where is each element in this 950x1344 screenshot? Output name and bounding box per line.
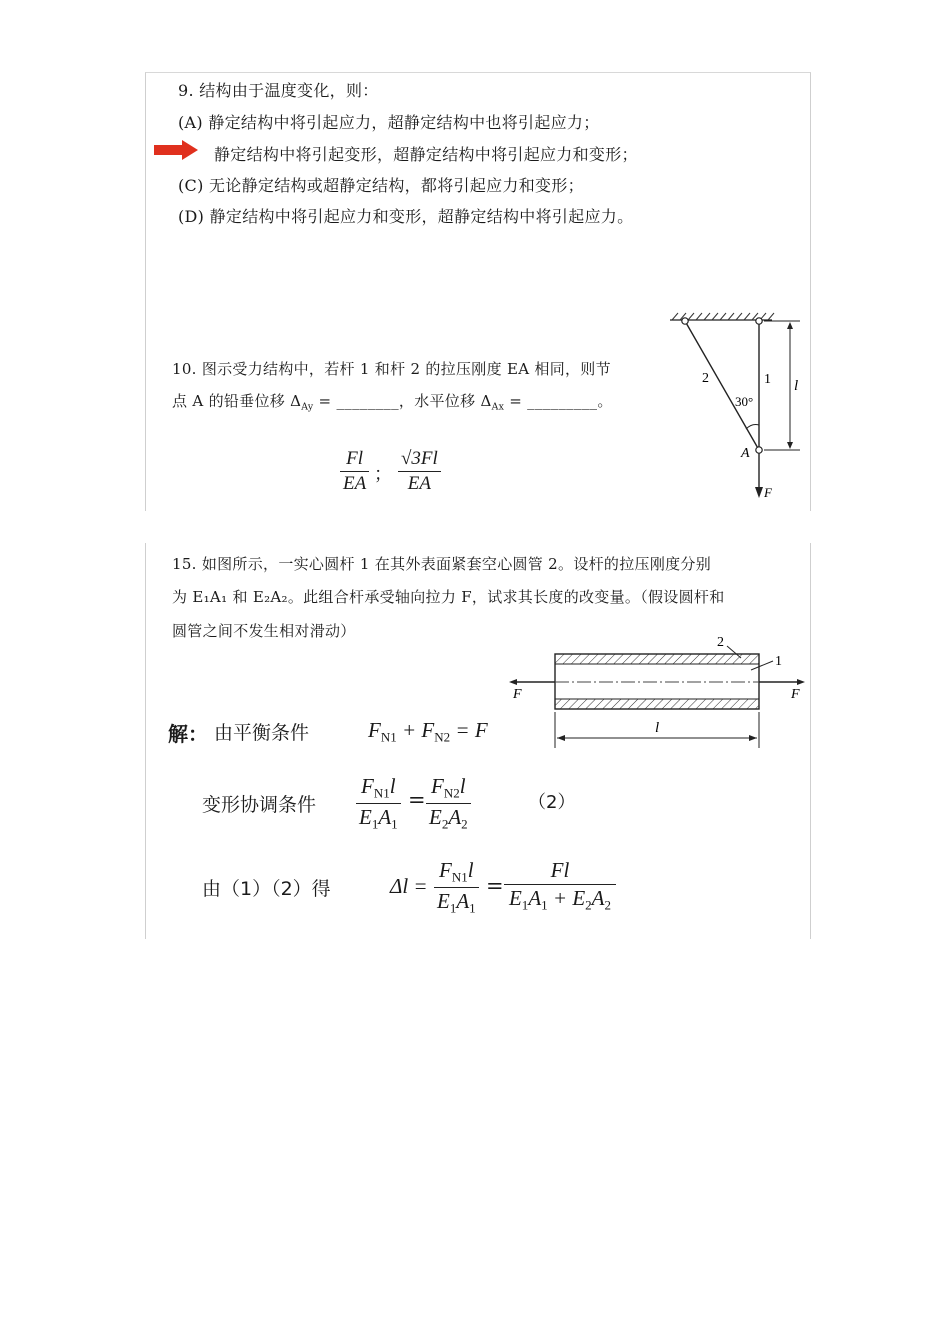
- q15-force-right-label: F: [791, 687, 800, 702]
- q15-tube-label: 2: [717, 635, 724, 650]
- q10-answer-1: Fl EA: [340, 448, 369, 495]
- q15-eq2-equals: =: [408, 788, 426, 812]
- q15-length-label: l: [655, 720, 660, 736]
- q10-line2: 点 A 的铅垂位移 $\Delta_{Ay}$ = ________，水平位移 $\Delta_{Ax}$ = _________。: [172, 392, 613, 413]
- q15-eq3-equals: =: [486, 874, 504, 898]
- q9-option-d: (D) 静定结构中将引起应力和变形，超静定结构中将引起应力。: [178, 207, 634, 226]
- q9-option-a: (A) 静定结构中将引起应力，超静定结构中也将引起应力；: [178, 113, 600, 132]
- q10-angle-label: 30°: [735, 394, 754, 409]
- q10-bar1-label: 1: [764, 372, 771, 387]
- q15-eq3-lhs: Δl =: [390, 874, 428, 898]
- q15-composite-rod-figure: [505, 628, 809, 756]
- q15-equation-1: $F_{N1} + F_{N2} = F$: [368, 718, 488, 745]
- q15-result-label: 由（1）（2）得: [202, 878, 331, 900]
- q10-force-label: F: [764, 485, 772, 500]
- q15-eq2-frac-left: $F_{N1}l$ $E_1A_1$: [356, 774, 401, 832]
- q10-node-label: A: [741, 446, 750, 461]
- q9-option-c: (C) 无论静定结构或超静定结构，都将引起应力和变形；: [178, 176, 584, 195]
- q15-force-left-label: F: [513, 687, 522, 702]
- q10-bar2-label: 2: [702, 371, 709, 386]
- q9-option-b: 静定结构中将引起变形，超静定结构中将引起应力和变形；: [214, 145, 638, 164]
- q15-line2: 为 E₁A₁ 和 E₂A₂。此组合杆承受轴向拉力 F，试求其长度的改变量。（假设圆杆和: [172, 588, 725, 606]
- q15-eq3-frac-1: $F_{N1}l$ $E_1A_1$: [434, 858, 479, 916]
- q10-truss-figure: [660, 305, 808, 505]
- q9-stem: 9. 结构由于温度变化，则：: [178, 81, 379, 100]
- q15-line1: 15. 如图所示，一实心圆杆 1 在其外表面紧套空心圆管 2。设杆的拉压刚度分别: [172, 555, 712, 573]
- answer-arrow-icon: [154, 140, 198, 160]
- q10-answer-2: √3Fl EA: [398, 448, 441, 495]
- q10-line1: 10. 图示受力结构中，若杆 1 和杆 2 的拉压刚度 EA 相同，则节: [172, 360, 611, 378]
- q15-compatibility-label: 变形协调条件: [202, 794, 317, 816]
- q15-equilibrium-label: 由平衡条件: [214, 722, 310, 744]
- q15-line3: 圆管之间不发生相对滑动）: [172, 622, 356, 640]
- q10-length-label: l: [794, 378, 799, 394]
- q15-eq2-tag: （2）: [528, 792, 576, 813]
- q15-eq2-frac-right: $F_{N2}l$ $E_2A_2$: [426, 774, 471, 832]
- q10-answer-separator: ；: [374, 464, 393, 485]
- q15-solution-label: 解：: [168, 722, 208, 746]
- q15-rod-label: 1: [775, 654, 782, 669]
- q15-eq3-frac-2: Fl $E_1A_1 + E_2A_2$: [504, 858, 616, 914]
